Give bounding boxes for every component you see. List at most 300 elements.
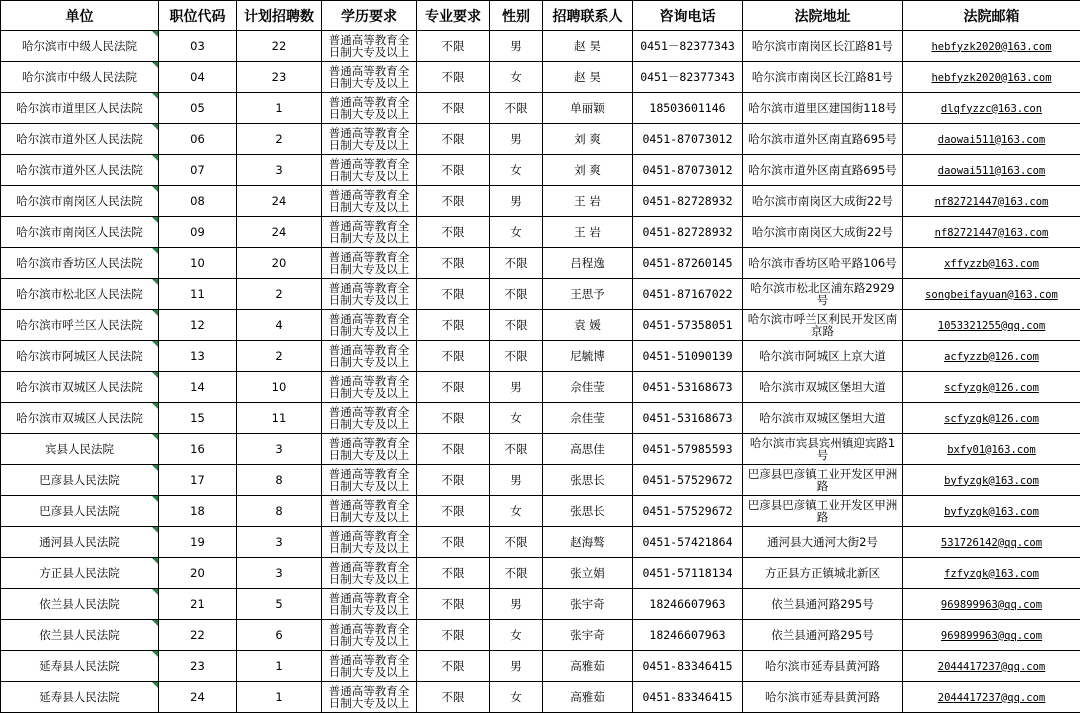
email-link[interactable]: songbeifayuan@163.com (925, 288, 1058, 301)
cell-phone: 0451-87073012 (633, 124, 743, 155)
cell-phone: 18246607963 (633, 620, 743, 651)
cell-address: 巴彦县巴彦镇工业开发区甲洲路 (743, 496, 903, 527)
cell-contact: 高思佳 (543, 434, 633, 465)
cell-major: 不限 (417, 124, 490, 155)
cell-major: 不限 (417, 341, 490, 372)
cell-email (903, 403, 1080, 434)
comment-marker-icon[interactable] (152, 217, 158, 223)
cell-plan-count: 22 (237, 31, 322, 62)
unit-text: 哈尔滨市松北区人民法院 (16, 287, 143, 301)
comment-marker-icon[interactable] (152, 31, 158, 37)
cell-email (903, 93, 1080, 124)
cell-unit (1, 341, 159, 372)
comment-marker-icon[interactable] (152, 527, 158, 533)
header-education: 学历要求 (322, 1, 417, 31)
cell-email (903, 434, 1080, 465)
cell-email (903, 248, 1080, 279)
cell-position-code: 12 (159, 310, 237, 341)
cell-education: 普通高等教育全日制大专及以上 (322, 310, 417, 341)
cell-unit (1, 155, 159, 186)
cell-plan-count: 2 (237, 279, 322, 310)
comment-marker-icon[interactable] (152, 155, 158, 161)
cell-contact: 高雅茹 (543, 682, 633, 713)
table-row (1, 651, 1080, 682)
cell-plan-count: 1 (237, 651, 322, 682)
cell-education: 普通高等教育全日制大专及以上 (322, 372, 417, 403)
cell-position-code: 10 (159, 248, 237, 279)
comment-marker-icon[interactable] (152, 124, 158, 130)
cell-plan-count: 24 (237, 186, 322, 217)
email-link[interactable]: dlqfyzzc@163.con (940, 102, 1043, 115)
cell-email (903, 124, 1080, 155)
header-gender: 性别 (490, 1, 543, 31)
cell-major: 不限 (417, 62, 490, 93)
cell-gender: 不限 (490, 93, 543, 124)
cell-gender: 男 (490, 465, 543, 496)
email-link[interactable]: scfyzgk@126.com (944, 381, 1039, 394)
cell-plan-count: 3 (237, 155, 322, 186)
cell-unit (1, 248, 159, 279)
cell-address: 巴彦县巴彦镇工业开发区甲洲路 (743, 465, 903, 496)
header-row (1, 1, 1080, 31)
email-link[interactable]: nf82721447@163.com (934, 195, 1049, 208)
table-row (1, 155, 1080, 186)
cell-phone: 0451-57118134 (633, 558, 743, 589)
cell-plan-count: 23 (237, 62, 322, 93)
cell-unit (1, 93, 159, 124)
comment-marker-icon[interactable] (152, 310, 158, 316)
comment-marker-icon[interactable] (152, 620, 158, 626)
unit-text: 哈尔滨市阿城区人民法院 (16, 349, 143, 363)
cell-contact: 佘佳莹 (543, 403, 633, 434)
email-link[interactable]: 1053321255@qq.com (937, 319, 1046, 332)
cell-unit (1, 527, 159, 558)
cell-phone: 0451-82728932 (633, 217, 743, 248)
email-link[interactable]: 2044417237@qq.com (937, 691, 1046, 704)
cell-position-code: 11 (159, 279, 237, 310)
cell-plan-count: 3 (237, 558, 322, 589)
table-row (1, 124, 1080, 155)
comment-marker-icon[interactable] (152, 248, 158, 254)
cell-contact: 张宇奇 (543, 589, 633, 620)
header-phone: 咨询电话 (633, 1, 743, 31)
cell-plan-count: 5 (237, 589, 322, 620)
cell-education: 普通高等教育全日制大专及以上 (322, 279, 417, 310)
email-link[interactable]: 2044417237@qq.com (937, 660, 1046, 673)
email-link[interactable]: byfyzgk@163.com (944, 474, 1039, 487)
cell-gender: 不限 (490, 527, 543, 558)
cell-gender: 男 (490, 589, 543, 620)
cell-phone: 0451-53168673 (633, 403, 743, 434)
cell-education: 普通高等教育全日制大专及以上 (322, 434, 417, 465)
cell-unit (1, 682, 159, 713)
cell-gender: 男 (490, 651, 543, 682)
cell-email (903, 279, 1080, 310)
unit-text: 哈尔滨市呼兰区人民法院 (16, 318, 143, 332)
cell-email (903, 155, 1080, 186)
cell-major: 不限 (417, 217, 490, 248)
comment-marker-icon[interactable] (152, 93, 158, 99)
cell-phone: 0451－82377343 (633, 31, 743, 62)
unit-text: 延寿县人民法院 (39, 690, 120, 704)
table-row (1, 372, 1080, 403)
cell-education: 普通高等教育全日制大专及以上 (322, 558, 417, 589)
email-link[interactable]: hebfyzk2020@163.com (931, 40, 1052, 53)
unit-text: 延寿县人民法院 (39, 659, 120, 673)
cell-contact: 吕程逸 (543, 248, 633, 279)
cell-education: 普通高等教育全日制大专及以上 (322, 186, 417, 217)
table-row (1, 589, 1080, 620)
cell-gender: 女 (490, 62, 543, 93)
cell-position-code: 13 (159, 341, 237, 372)
cell-gender: 不限 (490, 279, 543, 310)
header-plan-count: 计划招聘数 (237, 1, 322, 31)
cell-contact: 赵 昊 (543, 62, 633, 93)
cell-address: 哈尔滨市香坊区哈平路106号 (743, 248, 903, 279)
cell-phone: 0451-57529672 (633, 465, 743, 496)
table-row (1, 341, 1080, 372)
cell-education: 普通高等教育全日制大专及以上 (322, 341, 417, 372)
cell-major: 不限 (417, 465, 490, 496)
cell-address: 哈尔滨市延寿县黄河路 (743, 682, 903, 713)
cell-email (903, 589, 1080, 620)
cell-email (903, 31, 1080, 62)
cell-contact: 张思长 (543, 465, 633, 496)
cell-gender: 男 (490, 124, 543, 155)
cell-address: 哈尔滨市呼兰区利民开发区南京路 (743, 310, 903, 341)
cell-education: 普通高等教育全日制大专及以上 (322, 496, 417, 527)
table-row (1, 620, 1080, 651)
cell-major: 不限 (417, 310, 490, 341)
cell-email (903, 558, 1080, 589)
cell-email (903, 527, 1080, 558)
comment-marker-icon[interactable] (152, 651, 158, 657)
cell-address: 哈尔滨市南岗区长江路81号 (743, 31, 903, 62)
cell-plan-count: 4 (237, 310, 322, 341)
cell-plan-count: 11 (237, 403, 322, 434)
cell-address: 哈尔滨市南岗区大成街22号 (743, 186, 903, 217)
cell-email (903, 372, 1080, 403)
cell-plan-count: 3 (237, 434, 322, 465)
cell-email (903, 341, 1080, 372)
cell-plan-count: 2 (237, 124, 322, 155)
cell-contact: 张思长 (543, 496, 633, 527)
table-row (1, 279, 1080, 310)
unit-text: 哈尔滨市南岗区人民法院 (16, 225, 143, 239)
email-link[interactable]: byfyzgk@163.com (944, 505, 1039, 518)
cell-address: 哈尔滨市双城区堡坦大道 (743, 372, 903, 403)
cell-gender: 女 (490, 496, 543, 527)
unit-text: 方正县人民法院 (39, 566, 120, 580)
cell-education: 普通高等教育全日制大专及以上 (322, 62, 417, 93)
cell-contact: 王思予 (543, 279, 633, 310)
cell-gender: 女 (490, 217, 543, 248)
cell-address: 哈尔滨市道外区南直路695号 (743, 124, 903, 155)
table-row (1, 186, 1080, 217)
cell-phone: 0451-82728932 (633, 186, 743, 217)
table-row (1, 434, 1080, 465)
unit-text: 哈尔滨市香坊区人民法院 (16, 256, 143, 270)
unit-text: 巴彦县人民法院 (39, 473, 120, 487)
cell-unit (1, 62, 159, 93)
cell-contact: 王 岩 (543, 186, 633, 217)
cell-address: 哈尔滨市阿城区上京大道 (743, 341, 903, 372)
cell-major: 不限 (417, 372, 490, 403)
comment-marker-icon[interactable] (152, 496, 158, 502)
cell-unit (1, 496, 159, 527)
cell-contact: 尼毓博 (543, 341, 633, 372)
cell-phone: 0451-57985593 (633, 434, 743, 465)
cell-major: 不限 (417, 248, 490, 279)
unit-text: 哈尔滨市双城区人民法院 (16, 411, 143, 425)
cell-email (903, 496, 1080, 527)
table-row (1, 217, 1080, 248)
cell-education: 普通高等教育全日制大专及以上 (322, 589, 417, 620)
cell-position-code: 24 (159, 682, 237, 713)
cell-education: 普通高等教育全日制大专及以上 (322, 403, 417, 434)
cell-unit (1, 403, 159, 434)
email-link[interactable]: 969899963@qq.com (940, 629, 1043, 642)
cell-gender: 男 (490, 372, 543, 403)
cell-position-code: 20 (159, 558, 237, 589)
email-link[interactable]: 969899963@qq.com (940, 598, 1043, 611)
cell-phone: 0451-57421864 (633, 527, 743, 558)
cell-unit (1, 186, 159, 217)
header-address: 法院地址 (743, 1, 903, 31)
comment-marker-icon[interactable] (152, 589, 158, 595)
unit-text: 哈尔滨市道外区人民法院 (16, 132, 143, 146)
cell-phone: 0451-83346415 (633, 651, 743, 682)
cell-major: 不限 (417, 620, 490, 651)
cell-address: 哈尔滨市松北区浦东路2929号 (743, 279, 903, 310)
cell-position-code: 18 (159, 496, 237, 527)
email-link[interactable]: fzfyzgk@163.com (944, 567, 1039, 580)
cell-contact: 佘佳莹 (543, 372, 633, 403)
cell-education: 普通高等教育全日制大专及以上 (322, 217, 417, 248)
cell-position-code: 19 (159, 527, 237, 558)
header-contact: 招聘联系人 (543, 1, 633, 31)
table-row (1, 62, 1080, 93)
cell-gender: 女 (490, 682, 543, 713)
cell-major: 不限 (417, 651, 490, 682)
cell-address: 哈尔滨市延寿县黄河路 (743, 651, 903, 682)
cell-address: 依兰县通河路295号 (743, 589, 903, 620)
header-email: 法院邮箱 (903, 1, 1080, 31)
table-row (1, 310, 1080, 341)
table-row (1, 465, 1080, 496)
cell-gender: 不限 (490, 558, 543, 589)
cell-unit (1, 279, 159, 310)
cell-gender: 男 (490, 31, 543, 62)
comment-marker-icon[interactable] (152, 403, 158, 409)
cell-gender: 不限 (490, 248, 543, 279)
cell-major: 不限 (417, 496, 490, 527)
comment-marker-icon[interactable] (152, 341, 158, 347)
cell-email (903, 186, 1080, 217)
cell-address: 方正县方正镇城北新区 (743, 558, 903, 589)
table-row (1, 31, 1080, 62)
cell-plan-count: 2 (237, 341, 322, 372)
cell-contact: 单丽颖 (543, 93, 633, 124)
cell-major: 不限 (417, 434, 490, 465)
comment-marker-icon[interactable] (152, 558, 158, 564)
email-link[interactable]: acfyzzb@126.com (944, 350, 1039, 363)
cell-position-code: 22 (159, 620, 237, 651)
cell-major: 不限 (417, 31, 490, 62)
table-body (1, 31, 1080, 713)
unit-text: 哈尔滨市双城区人民法院 (16, 380, 143, 394)
cell-email (903, 620, 1080, 651)
cell-education: 普通高等教育全日制大专及以上 (322, 465, 417, 496)
cell-position-code: 04 (159, 62, 237, 93)
cell-address: 依兰县通河路295号 (743, 620, 903, 651)
cell-gender: 女 (490, 403, 543, 434)
cell-email (903, 465, 1080, 496)
cell-phone: 18503601146 (633, 93, 743, 124)
cell-phone: 0451-57529672 (633, 496, 743, 527)
comment-marker-icon[interactable] (152, 62, 158, 68)
cell-unit (1, 217, 159, 248)
table-row (1, 248, 1080, 279)
cell-position-code: 16 (159, 434, 237, 465)
cell-major: 不限 (417, 403, 490, 434)
email-link[interactable]: daowai511@163.com (937, 164, 1046, 177)
cell-address: 哈尔滨市南岗区大成街22号 (743, 217, 903, 248)
cell-gender: 女 (490, 620, 543, 651)
cell-phone: 0451-87260145 (633, 248, 743, 279)
header-major: 专业要求 (417, 1, 490, 31)
unit-text: 巴彦县人民法院 (39, 504, 120, 518)
unit-text: 依兰县人民法院 (39, 628, 120, 642)
cell-plan-count: 20 (237, 248, 322, 279)
cell-contact: 刘 爽 (543, 155, 633, 186)
cell-phone: 0451-87073012 (633, 155, 743, 186)
table-row (1, 496, 1080, 527)
cell-major: 不限 (417, 279, 490, 310)
cell-major: 不限 (417, 558, 490, 589)
cell-position-code: 07 (159, 155, 237, 186)
cell-gender: 不限 (490, 434, 543, 465)
cell-email (903, 310, 1080, 341)
cell-major: 不限 (417, 186, 490, 217)
cell-plan-count: 1 (237, 93, 322, 124)
cell-plan-count: 8 (237, 465, 322, 496)
cell-contact: 王 岩 (543, 217, 633, 248)
cell-address: 哈尔滨市宾县宾州镇迎宾路1号 (743, 434, 903, 465)
comment-marker-icon[interactable] (152, 682, 158, 688)
table-row (1, 93, 1080, 124)
email-link[interactable]: scfyzgk@126.com (944, 412, 1039, 425)
cell-position-code: 14 (159, 372, 237, 403)
table-row (1, 527, 1080, 558)
cell-unit (1, 620, 159, 651)
cell-education: 普通高等教育全日制大专及以上 (322, 93, 417, 124)
email-link[interactable]: nf82721447@163.com (934, 226, 1049, 239)
cell-position-code: 23 (159, 651, 237, 682)
comment-marker-icon[interactable] (152, 434, 158, 440)
cell-contact: 张立娟 (543, 558, 633, 589)
cell-unit (1, 558, 159, 589)
cell-position-code: 08 (159, 186, 237, 217)
cell-education: 普通高等教育全日制大专及以上 (322, 682, 417, 713)
cell-unit (1, 124, 159, 155)
cell-address: 哈尔滨市双城区堡坦大道 (743, 403, 903, 434)
comment-marker-icon[interactable] (152, 465, 158, 471)
cell-position-code: 21 (159, 589, 237, 620)
cell-gender: 不限 (490, 310, 543, 341)
cell-unit (1, 310, 159, 341)
cell-unit (1, 651, 159, 682)
cell-plan-count: 10 (237, 372, 322, 403)
cell-education: 普通高等教育全日制大专及以上 (322, 248, 417, 279)
cell-address: 哈尔滨市南岗区长江路81号 (743, 62, 903, 93)
email-link[interactable]: 531726142@qq.com (940, 536, 1043, 549)
cell-gender: 不限 (490, 341, 543, 372)
cell-unit (1, 372, 159, 403)
unit-text: 哈尔滨市道外区人民法院 (16, 163, 143, 177)
table-row (1, 403, 1080, 434)
unit-text: 依兰县人民法院 (39, 597, 120, 611)
email-link[interactable]: xffyzzb@163.com (944, 257, 1039, 270)
cell-address: 通河县大通河大街2号 (743, 527, 903, 558)
comment-marker-icon[interactable] (152, 372, 158, 378)
table-header (1, 1, 1080, 31)
cell-major: 不限 (417, 93, 490, 124)
comment-marker-icon[interactable] (152, 279, 158, 285)
table-row (1, 558, 1080, 589)
cell-major: 不限 (417, 589, 490, 620)
cell-phone: 0451-53168673 (633, 372, 743, 403)
cell-plan-count: 1 (237, 682, 322, 713)
cell-education: 普通高等教育全日制大专及以上 (322, 155, 417, 186)
cell-address: 哈尔滨市道外区南直路695号 (743, 155, 903, 186)
header-unit: 单位 (1, 1, 159, 31)
cell-email (903, 651, 1080, 682)
cell-unit (1, 589, 159, 620)
unit-text: 哈尔滨市中级人民法院 (22, 39, 137, 53)
cell-phone: 18246607963 (633, 589, 743, 620)
cell-contact: 袁 媛 (543, 310, 633, 341)
cell-address: 哈尔滨市道里区建国街118号 (743, 93, 903, 124)
cell-email (903, 217, 1080, 248)
cell-contact: 赵海骜 (543, 527, 633, 558)
cell-position-code: 17 (159, 465, 237, 496)
email-link[interactable]: daowai511@163.com (937, 133, 1046, 146)
unit-text: 宾县人民法院 (45, 442, 114, 456)
cell-unit (1, 434, 159, 465)
email-link[interactable]: bxfy01@163.com (947, 443, 1036, 456)
table-row (1, 682, 1080, 713)
cell-position-code: 09 (159, 217, 237, 248)
cell-plan-count: 6 (237, 620, 322, 651)
cell-contact: 张宇奇 (543, 620, 633, 651)
unit-text: 通河县人民法院 (39, 535, 120, 549)
cell-gender: 男 (490, 186, 543, 217)
unit-text: 哈尔滨市道里区人民法院 (16, 101, 143, 115)
email-link[interactable]: hebfyzk2020@163.com (931, 71, 1052, 84)
cell-email (903, 682, 1080, 713)
cell-education: 普通高等教育全日制大专及以上 (322, 31, 417, 62)
unit-text: 哈尔滨市南岗区人民法院 (16, 194, 143, 208)
cell-phone: 0451－82377343 (633, 62, 743, 93)
cell-education: 普通高等教育全日制大专及以上 (322, 527, 417, 558)
cell-position-code: 05 (159, 93, 237, 124)
cell-education: 普通高等教育全日制大专及以上 (322, 124, 417, 155)
cell-plan-count: 24 (237, 217, 322, 248)
cell-education: 普通高等教育全日制大专及以上 (322, 620, 417, 651)
cell-contact: 赵 昊 (543, 31, 633, 62)
comment-marker-icon[interactable] (152, 186, 158, 192)
